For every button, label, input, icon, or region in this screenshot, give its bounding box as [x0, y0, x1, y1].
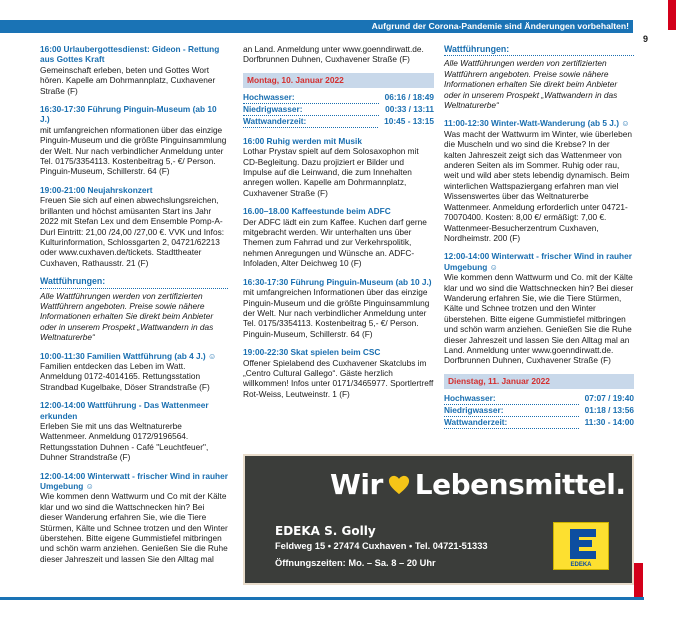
event-entry [40, 185, 228, 268]
event-title: 11:00-12:30 Winter-Watt-Wanderung (ab 5 J.) ☺ [444, 118, 630, 129]
ad-tagline-start: Wir [330, 468, 383, 501]
tide-value: 10:45 - 13:15 [384, 115, 434, 126]
event-entry [243, 136, 434, 198]
event-entry [243, 277, 434, 339]
section-heading: Wattführungen: [444, 44, 634, 56]
column-middle [243, 44, 434, 407]
tide-label: Hochwasser: [243, 92, 379, 104]
event-title: 16:30-17:30 Führung Pinguin-Museum (ab 10 J.) [243, 276, 432, 287]
page-edge-marker-bottom [634, 563, 643, 598]
tide-table [243, 92, 434, 128]
tide-row [444, 417, 634, 429]
tide-value: 06:16 / 18:49 [384, 91, 434, 102]
event-title: 16:30-17:30 Führung Pinguin-Museum (ab 10 J.) [40, 104, 217, 125]
event-entry [40, 104, 228, 177]
event-entry [243, 347, 434, 399]
tide-row [243, 116, 434, 128]
tide-label: Niedrigwasser: [444, 405, 579, 417]
tide-value: 00:33 / 13:11 [385, 103, 434, 114]
event-entry [444, 251, 634, 365]
event-body: Der ADFC lädt ein zum Kaffee. Kuchen darf gerne mitgebracht werden. Wir unterhalten uns über Themen zum Fahrrad und zur Verkehrspolitik, nehmen Anregungen und Wünsche an. ADFC-Infoladen, Alter Deichweg 10 (F) [243, 216, 427, 269]
tide-value: 11:30 - 14:00 [584, 416, 634, 427]
ad-tagline [330, 468, 626, 502]
tide-row [243, 104, 434, 116]
edeka-logo-text: EDEKA [570, 562, 592, 568]
event-entry [444, 118, 634, 243]
page-edge-marker [668, 0, 676, 30]
tide-value: 07:07 / 19:40 [584, 392, 634, 403]
event-body: Was macht der Wattwurm im Winter, wie überleben die Muscheln und wo sind die Krebse? In der kalten Jahreszeit zeigt sich das Wattenmeer von anderen Seiten als im Sommer. Ruhig oder rau, weit und wild aber stets lebendig dynamisch. Beim winterlichen Wattspaziergang erfahren man viel Wissenswertes über das Weltnaturerbe Wattenmeer. Anmeldung erforderlich unter 04721-70070400. Kosten: 8,00 €/ ermäßigt: 7,00 €. Wattenmeer-Besucherzentrum Cuxhaven, Nordheimstr. 200 (F) [444, 128, 632, 243]
continued-text: an Land. Anmeldung unter www.goenndirwatt.de. Dorfbrunnen Duhnen, Cuxhavener Straße (F) [243, 44, 424, 65]
section-heading: Wattführungen: [40, 276, 228, 288]
event-title: 16:00 Ruhig werden mit Musik [243, 135, 362, 146]
event-title: 16.00–18.00 Kaffeestunde beim ADFC [243, 206, 391, 217]
tide-label: Niedrigwasser: [243, 104, 379, 116]
event-body: Offener Spielabend des Cuxhavener Skatclubs im „Centro Cultural Gallego“. Gäste herzlich willkommen! Infos unter 0171/3465977. Sportlertreff Rot-Weiss, Leutweinstr. 1 (F) [243, 357, 434, 399]
event-body: Familien entdecken das Leben im Watt. Anmeldung 0172-4014165. Rettungsstation Strandbad Kugelbake, Döser Strandstraße (F) [40, 360, 210, 392]
tide-row [243, 92, 434, 104]
event-title: 19:00-22:30 Skat spielen beim CSC [243, 347, 381, 358]
event-entry [40, 471, 228, 565]
event-entry [243, 206, 434, 268]
event-body: Lothar Prystav spielt auf dem Solosaxophon mit CD-Begleitung. Dazu projiziert er Bilder und Impulse auf die Leinwand, die zum Innehalten anregen wollen. Kapelle am Dohrmannplatz, Cuxhavener Straße (F) [243, 146, 419, 198]
column-right [444, 44, 634, 437]
edeka-logo [553, 522, 609, 570]
event-entry [40, 44, 228, 96]
event-title: 12:00-14:00 Winterwatt - frischer Wind in rauher Umgebung ☺ [40, 470, 228, 492]
section-intro: Alle Wattführungen werden von zertifizierten Wattführern angeboten. Preise sowie nähere Informationen erhalten Sie direkt beim Anbieter oder in unserem Prospekt „Wattwandern in das Weltnaturerbe“ [444, 58, 618, 111]
event-title: 12:00-14:00 Winterwatt - frischer Wind in rauher Umgebung ☺ [444, 251, 632, 272]
event-title: 16:00 Urlaubergottesdienst: Gideon - Rettung aus Gottes Kraft [40, 44, 220, 65]
tide-row [444, 405, 634, 417]
tide-row [444, 393, 634, 405]
event-body: Freuen Sie sich auf einen abwechslungsreichen, brillanten und höchst amüsanten Start ins Jahr 2022 mit Stefan Lex und dem Ensemble Pomp-A-Durl Eintritt: 21,00 /24,00 /27,00 €. VVK und Infos: Kulturinformation, Schlossgarten 2, 04721/62213 oder www.cuxhaven.de/tickets. Stadttheater Cuxhaven, Rathausstr. 21 (F) [40, 195, 225, 268]
ad-store-name: EDEKA S. Golly [275, 524, 376, 538]
event-body: Wie kommen denn Wattwurm und Co mit der Kälte klar und wo sind die Wattschnecken hin? Bei dieser Wanderung erfahren Sie, wie die Tiere Stürmen, Kälte und Schnee trotzen und den Winter überstehen. Bitte eigene Gummistiefel mitbringen und schön warm anziehen. Genießen Sie die Ruhe dieser Jahreszeit und lassen Sie den Alltag mal [40, 491, 228, 564]
edeka-advertisement [243, 454, 634, 585]
event-body: Erleben Sie mit uns das Weltnaturerbe Wattenmeer. Anmeldung 0172/9196564. Rettungsstation Duhnen - Café "Leuchtfeuer", Duhner Strandstraße (F) [40, 421, 209, 463]
wattfuehrungen-section [444, 44, 634, 110]
heart-icon [388, 474, 410, 496]
corona-notice: Aufgrund der Corona-Pandemie sind Änderungen vorbehalten! [371, 21, 629, 31]
column-left [40, 44, 228, 572]
tide-label: Wattwanderzeit: [444, 417, 579, 429]
tide-label: Hochwasser: [444, 393, 579, 405]
tide-value: 01:18 / 13:56 [584, 404, 634, 415]
event-title: 10:00-11:30 Familien Wattführung (ab 4 J.) ☺ [40, 350, 217, 361]
section-intro: Alle Wattführungen werden von zertifizierten Wattführern angeboten. Preise sowie nähere Informationen erhalten Sie direkt beim Anbieter oder in unserem Prospekt „Wattwandern in das Weltnaturerbe“ [40, 290, 214, 343]
event-body: Wie kommen denn Wattwurm und Co. mit der Kälte klar und wo sind die Wattschnecken hin? Bei dieser Wanderung erfahren Sie, wie die Tiere Stürmen, Kälte und Schnee trotzen und den Winter überstehen. Bitte eigene Gummistiefel mitbringen und schön warm anziehen. Genießen Sie die Ruhe dieser Jahreszeit und lassen Sie den Alltag mal an Land. Anmeldung unter www.goenndirwatt.de. Dorfbrunnen Duhnen, Cuxhavener Straße (F) [444, 272, 634, 366]
event-body: Gemeinschaft erleben, beten und Gottes Wort hören. Kapelle am Dohrmannplatz, Cuxhavener Straße (F) [40, 64, 216, 96]
page-number: 9 [643, 34, 649, 44]
event-title: 12:00-14:00 Wattführung - Das Wattenmeer erkunden [40, 400, 209, 421]
ad-tagline-end: Lebensmittel. [414, 468, 626, 501]
ad-address: Feldweg 15 • 27474 Cuxhaven • Tel. 04721-51333 [275, 541, 488, 551]
event-entry [40, 351, 228, 393]
event-entry [40, 400, 228, 462]
event-title: 19:00-21:00 Neujahrskonzert [40, 184, 153, 195]
ad-opening-hours: Öffnungszeiten: Mo. – Sa. 8 – 20 Uhr [275, 558, 436, 568]
tide-label: Wattwanderzeit: [243, 116, 378, 128]
day-heading: Montag, 10. Januar 2022 [243, 73, 434, 88]
notice-bar [0, 20, 633, 33]
wattfuehrungen-section [40, 276, 228, 342]
event-body: mit umfangreichen Informationen über das einzige Pinguin-Museum und die größte Pinguinsammlung der Welt. Nur nach verbindlicher Anmeldung unter Tel. 0175/3354113. Kostenbeitrag 5,- €/ Person. Pinguin-Museum, Schillerstr. 64 (F) [243, 287, 430, 339]
footer-rule [0, 597, 644, 600]
tide-table [444, 393, 634, 429]
edeka-e-icon [564, 527, 600, 561]
day-heading: Dienstag, 11. Januar 2022 [444, 374, 634, 389]
event-body: mit umfangreichen nformationen über das einzige Pinguin-Museum und die größte Pinguinsammlung der Welt. Nur nach verbindlicher Anmeldung unter Tel. 0175/3354113. Kostenbeitrag 5,- €/ Person. Pinguin-Museum, Schillerstr. 64 (F) [40, 124, 227, 177]
